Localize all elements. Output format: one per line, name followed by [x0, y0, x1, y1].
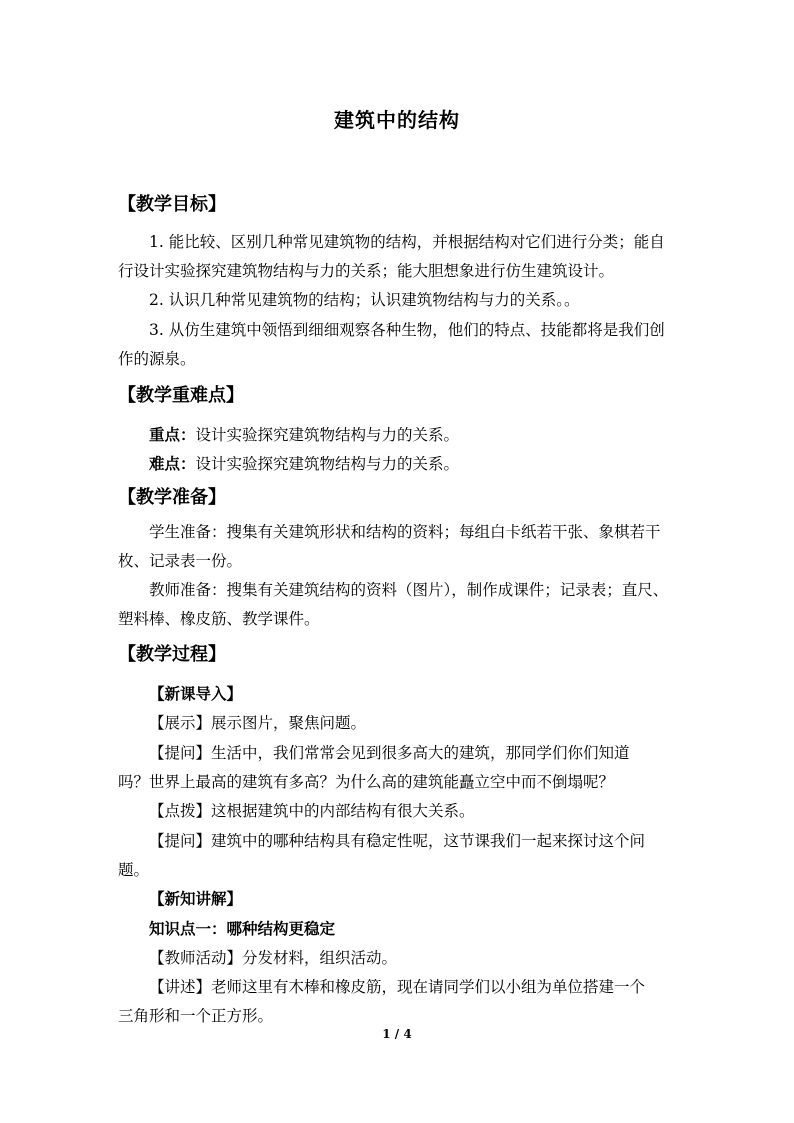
goal-item-3: 3. 从仿生建筑中领悟到细细观察各种生物，他们的特点、技能都将是我们创作的源泉。 — [118, 321, 665, 368]
goal-item-1: 1. 能比较、区别几种常见建筑物的结构，并根据结构对它们进行分类；能自行设计实验探究建筑物结构与力的关系；能大胆想象进行仿生建筑设计。 — [118, 233, 665, 280]
teacher-activity-line: 【教师活动】分发材料，组织活动。 — [149, 949, 398, 967]
key-point-line — [149, 423, 459, 445]
section-heading-prep: 【教学准备】 — [118, 487, 226, 508]
key-point-text: 设计实验探究建筑物结构与力的关系。 — [195, 426, 460, 444]
key-point-label: 重点： — [149, 425, 196, 444]
student-prep: 学生准备：搜集有关建筑形状和结构的资料；每组白卡纸若干张、象棋若干枚、记录表一份。 — [118, 523, 661, 570]
teacher-prep: 教师准备：搜集有关建筑结构的资料（图片），制作成课件；记录表；直尺、塑料棒、橡皮筋、教学课件。 — [118, 581, 669, 628]
question-2-line-1: 【提问】建筑中的哪种结构具有稳定性呢，这节课我们一起来探讨这个问 — [149, 832, 646, 850]
lecture-line-1: 【讲述】老师这里有木棒和橡皮筋，现在请同学们以小组为单位搭建一个 — [149, 978, 646, 996]
difficult-point-text: 设计实验探究建筑物结构与力的关系。 — [195, 455, 460, 473]
lecture-line-2: 三角形和一个正方形。 — [118, 1007, 274, 1025]
intro-heading: 【新课导入】 — [149, 684, 243, 703]
knowledge-point-1-title: 知识点一：哪种结构更稳定 — [149, 919, 336, 938]
page-number: 1 / 4 — [382, 1027, 412, 1041]
question-1-line-1: 【提问】生活中，我们常常会见到很多高大的建筑，那同学们你们知道 — [149, 744, 630, 762]
section-heading-process: 【教学过程】 — [118, 644, 226, 665]
question-2-line-2: 题。 — [118, 861, 150, 879]
difficult-point-label: 难点： — [149, 454, 196, 473]
difficult-point-line — [149, 452, 459, 474]
question-1-line-2: 吗？世界上最高的建筑有多高？为什么高的建筑能矗立空中而不倒塌呢？ — [118, 773, 615, 791]
new-knowledge-heading: 【新知讲解】 — [149, 889, 243, 908]
section-heading-goals: 【教学目标】 — [118, 194, 226, 215]
section-heading-keypoints: 【教学重难点】 — [118, 385, 244, 406]
page-title: 建筑中的结构 — [334, 108, 460, 132]
hint-line: 【点拨】这根据建筑中的内部结构有很大关系。 — [149, 802, 475, 820]
goal-item-2: 2. 认识几种常见建筑物的结构；认识建筑物结构与力的关系。。 — [149, 291, 580, 309]
show-line: 【展示】展示图片，聚焦问题。 — [149, 714, 367, 732]
